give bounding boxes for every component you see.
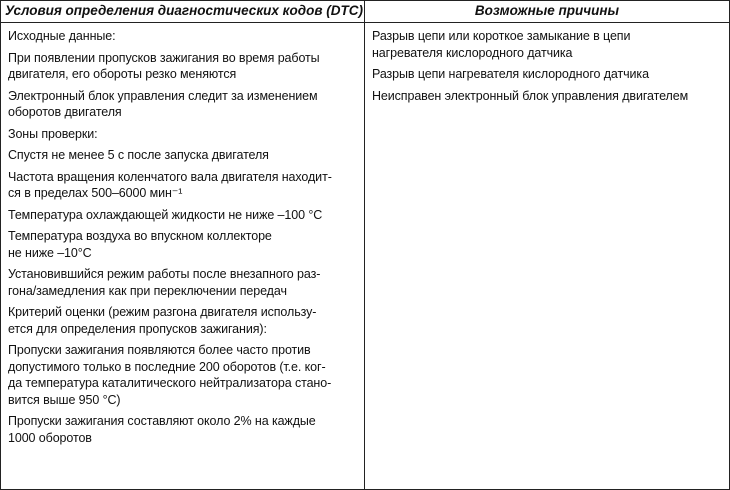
condition-item-line: да температура каталитического нейтрализатора стано-	[8, 376, 332, 390]
condition-item-line: 1000 оборотов	[8, 430, 92, 445]
condition-item-line: При появлении пропусков зажигания во время работы	[8, 50, 320, 65]
cause-item	[372, 88, 723, 105]
condition-item	[8, 304, 358, 337]
cause-item	[372, 28, 723, 61]
cause-item-line: Неисправен электронный блок управления двигателем	[372, 88, 689, 103]
condition-item-line: Исходные данные:	[8, 29, 116, 43]
causes-cell	[365, 23, 730, 490]
condition-item-line: Установившийся режим работы после внезапного раз-	[8, 267, 321, 281]
condition-item-line: допустимого только в последние 200 оборотов (т.е. ког-	[8, 359, 326, 374]
condition-item	[8, 126, 358, 143]
condition-item-line: Критерий оценки (режим разгона двигателя использу-	[8, 305, 317, 319]
condition-item-line: не ниже –10°С	[8, 245, 92, 260]
condition-item	[8, 207, 358, 224]
cause-item	[372, 66, 723, 83]
header-causes: Возможные причины	[365, 1, 730, 23]
condition-item-line: Частота вращения коленчатого вала двигателя находит-	[8, 169, 332, 184]
condition-item	[8, 342, 358, 408]
cause-item-line: Разрыв цепи нагревателя кислородного датчика	[372, 67, 649, 81]
condition-item-line: Пропуски зажигания составляют около 2% на каждые	[8, 414, 316, 428]
condition-item-line: гона/замедления как при переключении передач	[8, 283, 287, 298]
cause-item-line: нагревателя кислородного датчика	[372, 45, 573, 60]
condition-item-line: Пропуски зажигания появляются более часто против	[8, 343, 311, 357]
header-conditions: Условия определения диагностических кодов (DTC)	[1, 1, 365, 23]
condition-item-line: ется для определения пропусков зажигания):	[8, 321, 267, 336]
condition-item-line: Температура охлаждающей жидкости не ниже –100 °С	[8, 207, 323, 222]
cause-item-line: Разрыв цепи или короткое замыкание в цепи	[372, 29, 631, 43]
condition-item-line: Зоны проверки:	[8, 126, 98, 141]
condition-item	[8, 228, 358, 261]
header-row	[1, 1, 730, 23]
condition-item	[8, 169, 358, 202]
content-row	[1, 23, 730, 490]
condition-item-line: вится выше 950 °С)	[8, 392, 121, 407]
condition-item	[8, 50, 358, 83]
condition-item-line: Электронный блок управления следит за изменением	[8, 88, 318, 103]
condition-item	[8, 28, 358, 45]
condition-item	[8, 147, 358, 164]
condition-item-line: двигателя, его обороты резко меняются	[8, 67, 237, 81]
condition-item-line: Спустя не менее 5 с после запуска двигателя	[8, 148, 269, 162]
condition-item	[8, 413, 358, 446]
condition-item-line: ся в пределах 500–6000 мин⁻¹	[8, 186, 183, 200]
conditions-cell	[1, 23, 365, 490]
condition-item	[8, 88, 358, 121]
condition-item-line: Температура воздуха во впускном коллекторе	[8, 229, 272, 243]
condition-item	[8, 266, 358, 299]
condition-item-line: оборотов двигателя	[8, 105, 122, 119]
